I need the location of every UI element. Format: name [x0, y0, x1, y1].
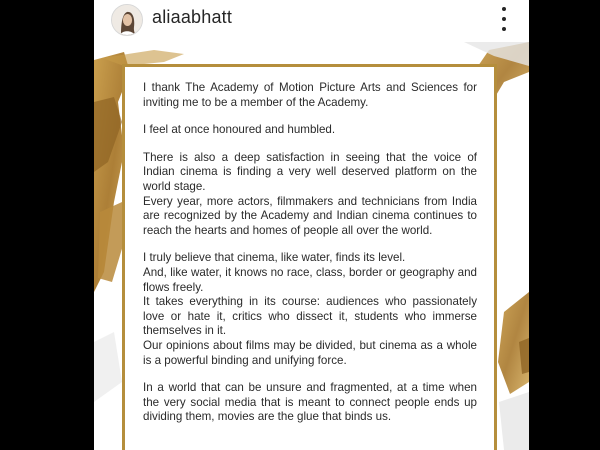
letter-text — [143, 81, 477, 425]
letter-paragraph: I truly believe that cinema, like water, finds its level. — [143, 251, 406, 265]
letter-paragraph: There is also a deep satisfaction in seeing that the voice of Indian cinema is finding a very well deserved platform on the world stage. — [143, 150, 477, 193]
letter-paragraph: In a world that can be unsure and fragmented, at a time when the very social media that is meant to connect people ends up dividing them, movies are the glue that binds us. — [143, 381, 477, 424]
letter-paragraph: And, like water, it knows no race, class, border or geography and flows freely. — [143, 265, 477, 294]
letter-paragraph: I feel at once honoured and humbled. — [143, 123, 336, 137]
dot-icon — [502, 27, 506, 31]
dot-icon — [502, 17, 506, 21]
dot-icon — [502, 7, 506, 11]
instagram-post — [94, 0, 529, 450]
avatar[interactable] — [111, 4, 143, 36]
avatar-photo — [112, 5, 142, 35]
username[interactable]: aliaabhatt — [152, 7, 233, 27]
letter-card — [122, 64, 497, 450]
letter-paragraph: I thank The Academy of Motion Picture Arts and Sciences for inviting me to be a member of the Academy. — [143, 81, 477, 109]
letter-paragraph: Every year, more actors, filmmakers and technicians from India are recognized by the Academy and Indian cinema continues to reach the hearts and homes of people all over the world. — [143, 194, 477, 237]
post-header — [94, 0, 529, 42]
post-image — [94, 42, 529, 450]
letter-paragraph: It takes everything in its course: audiences who passionately love or hate it, critics who dissect it, students who immerse themselves in it. — [143, 295, 477, 338]
more-options-icon[interactable] — [494, 7, 514, 31]
letter-paragraph: Our opinions about films may be divided, but cinema as a whole is a powerful binding and unifying force. — [143, 338, 477, 367]
